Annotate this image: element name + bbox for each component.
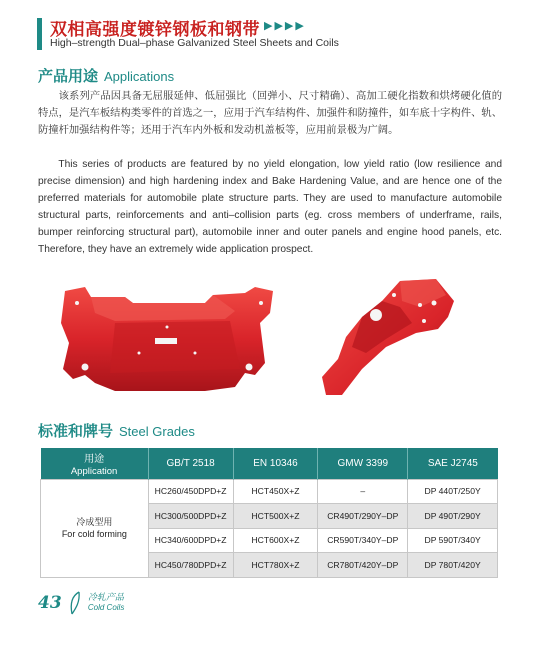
table-cell: HC340/600DPD+Z: [148, 528, 233, 553]
applications-paragraph-cn: 该系列产品因具备无屈服延伸、低屈强比（回弹小、尺寸精确）、高加工硬化指数和烘烤硬化值的特点，是汽车板结构类零件的首选之一，应用于汽车结构件、加强件和防撞件，如车底十字构件、轨、防撞杆加强结构件等；还用于汽车内外板和发动机盖板等，应用前景极为广阔。: [38, 90, 502, 136]
application-cn: 冷成型用: [76, 517, 113, 527]
footer-label-cn: 冷轧产品: [87, 593, 124, 603]
table-cell: DP 440T/250Y: [408, 479, 498, 504]
column-header-saej2745: SAE J2745: [408, 448, 498, 479]
steel-grades-table: [40, 448, 498, 578]
page-number: 43: [38, 593, 62, 613]
column-header-gmw3399: GMW 3399: [318, 448, 408, 479]
application-en: For cold forming: [61, 529, 127, 539]
table-cell: HC300/500DPD+Z: [148, 504, 233, 529]
column-header-application-en: Application: [70, 465, 118, 477]
applications-heading: [38, 65, 174, 86]
table-cell: DP 490T/290Y: [408, 504, 498, 529]
swirl-icon: [68, 590, 82, 616]
grades-heading-en: Steel Grades: [119, 424, 195, 439]
grades-heading-cn: 标准和牌号: [38, 422, 114, 440]
table-cell: HCT600X+Z: [233, 528, 318, 553]
page-footer: [38, 590, 124, 616]
applications-heading-cn: 产品用途: [38, 67, 99, 85]
column-header-gbt2518: GB/T 2518: [148, 448, 233, 479]
column-header-application: [41, 448, 149, 479]
table-cell: DP 590T/340Y: [408, 528, 498, 553]
table-cell: HC260/450DPD+Z: [148, 479, 233, 504]
steel-part-panel-image: [55, 283, 280, 393]
table-cell: HCT450X+Z: [233, 479, 318, 504]
table-header-row: [41, 448, 498, 479]
table-cell: DP 780T/420Y: [408, 553, 498, 578]
grades-heading: [38, 420, 195, 441]
table-cell: –: [318, 479, 408, 504]
table-cell: HCT780X+Z: [233, 553, 318, 578]
applications-heading-en: Applications: [104, 69, 175, 84]
footer-label: [88, 593, 124, 613]
footer-label-en: Cold Coils: [87, 603, 125, 612]
steel-part-reinforcement-image: [316, 277, 456, 402]
table-cell: CR780T/420Y–DP: [318, 553, 408, 578]
page-title-en: High–strength Dual–phase Galvanized Steel Sheets and Coils: [50, 37, 339, 49]
applications-paragraph-en: This series of products are featured by no yield elongation, low yield ratio (low resilience and precise dimension) and high hardening index and Bake Hardening Value, and are hence one of the preferred materials for automobile plate structure parts. They are used to manufacture automobile structural parts, reinforcements and anti–collision parts (eg. cross members of underframe, rails, bumper reinforcing structural part), automobile inner and outer panels and engine hood panels, etc. Therefore, they have an extremely wide application prospect.: [38, 159, 502, 255]
table-cell: CR590T/340Y–DP: [318, 528, 408, 553]
title-arrows: ▶▶▶▶: [264, 19, 306, 32]
title-bar: [37, 18, 42, 50]
application-cell: [41, 479, 149, 577]
column-header-en10346: EN 10346: [233, 448, 318, 479]
page-title-cn: 双相高强度镀锌钢板和钢带: [50, 20, 260, 40]
column-header-application-cn: 用途: [84, 453, 105, 465]
table-cell: HCT500X+Z: [233, 504, 318, 529]
table-cell: HC450/780DPD+Z: [148, 553, 233, 578]
table-row: [41, 479, 498, 504]
table-cell: CR490T/290Y–DP: [318, 504, 408, 529]
